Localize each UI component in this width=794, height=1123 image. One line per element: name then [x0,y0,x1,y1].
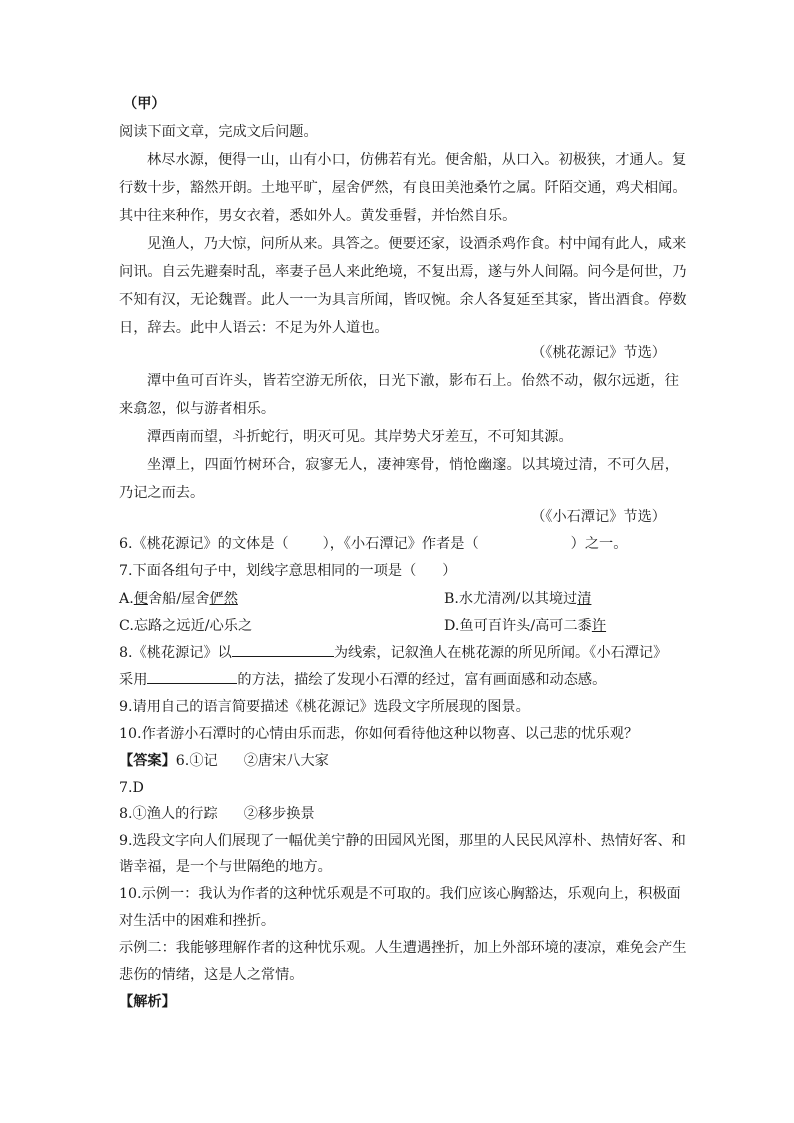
passage1-line: 见渔人，乃大惊，问所从来。具答之。便要还家，设酒杀鸡作食。村中闻有此人，咸来 [147,236,687,252]
answer-7: 7.D [119,780,144,796]
q7-stem: 7.下面各组句子中，划线字意思相同的一项是（ [119,563,417,579]
question-9: 9.请用自己的语言简要描述《桃花源记》选段文字所展现的图景。 [119,699,530,715]
q8-blank-1[interactable] [232,642,334,657]
section-label: （甲） [123,96,166,112]
passage2-line: 潭中鱼可百许头，皆若空游无所依，日光下澈，影布石上。佁然不动，俶尔远逝，往 [147,373,679,389]
question-8-line2 [119,669,606,690]
instruction-text: 阅读下面文章，完成文后问题。 [119,124,318,140]
answer-8-part1: ①渔人的行踪 [132,806,218,822]
q8-part-b: 为线索，记叙渔人在桃花源的所见所闻。《小石潭记》 [333,645,668,661]
question-6 [119,534,627,554]
passage1-line: 其中往来种作，男女衣着，悉如外人。黄发垂髫，并怡然自乐。 [119,208,517,224]
passage2-line: 来翕忽，似与游者相乐。 [119,401,276,417]
q8-part-c: 采用 [119,672,148,688]
answer-6-part1: ①记 [189,753,218,769]
question-7 [119,561,457,581]
passage1-line: 不知有汉，无论魏晋。此人一一为具言所闻，皆叹惋。余人各复延至其家，皆出酒食。停数 [119,292,687,308]
passage2-line: 乃记之而去。 [119,485,205,501]
answer-9-line: 谐幸福，是一个与世隔绝的地方。 [119,859,332,875]
answer-8-part2: ②移步换景 [243,806,315,822]
q8-blank-2[interactable] [147,669,237,684]
option-d-underline: 许 [591,618,607,634]
answer-6-number: 6. [175,753,190,769]
q6-part-b: ），《小石潭记》作者是（ [322,536,479,552]
q7-option-b [444,589,591,609]
answer-9-line: 9.选段文字向人们展现了一幅优美宁静的田园风光图，那里的人民民风淳朴、热情好客、和 [119,833,686,849]
q7-option-c: C.忘路之远近/心乐之 [119,618,253,634]
passage2-source: （《小石潭记》节选） [531,509,666,525]
answer-10-line: 对生活中的困难和挫折。 [119,913,276,929]
passage1-source: （《桃花源记》节选） [531,345,666,361]
q7-option-a [119,589,238,609]
option-d-text: D.鱼可百许头/高可二黍 [444,618,592,634]
passage1-line: 行数十步，豁然开朗。土地平旷，屋舍俨然，有良田美池桑竹之属。阡陌交通，鸡犬相闻。 [119,180,687,196]
option-a-underline-1: 便 [133,591,148,607]
passage2-line: 坐潭上，四面竹树环合，寂寥无人，凄神寒骨，悄怆幽邃。以其境过清，不可久居， [147,457,679,473]
option-a-prefix: A. [119,591,134,607]
q6-part-a: 6.《桃花源记》的文体是（ [119,536,289,552]
q6-part-c: ）之一。 [570,536,628,552]
option-b-underline: 清 [577,591,592,607]
passage1-line: 林尽水源，便得一山，山有小口，仿佛若有光。便舍船，从口入。初极狭，才通人。复 [147,152,687,168]
answer-8-number: 8. [119,806,133,822]
passage1-line: 问讯。自云先避秦时乱，率妻子邑人来此绝境，不复出焉，遂与外人间隔。问今是何世，乃 [119,264,687,280]
answer-label: 【答案】 [119,753,176,769]
answer-10-line: 悲伤的情绪，这是人之常情。 [119,967,304,983]
q8-part-d: 的方法，描绘了发现小石潭的经过，富有画面感和动态感。 [237,672,607,688]
option-b-text: B.水尤清冽/以其境过 [444,591,578,607]
answer-6-part2: ②唐宋八大家 [243,753,329,769]
q7-option-d [444,616,606,636]
q8-part-a: 8.《桃花源记》以 [119,645,232,661]
option-a-underline-2: 俨然 [209,591,238,607]
answer-6 [119,751,329,771]
answer-10-line: 示例二：我能够理解作者的这种忧乐观。人生遭遇挫折，加上外部环境的凄凉，难免会产生 [119,940,687,956]
option-a-text: 舍船/屋舍 [147,591,210,607]
passage1-line: 日，辞去。此中人语云：不足为外人道也。 [119,320,389,336]
answer-10-line: 10.示例一：我认为作者的这种忧乐观是不可取的。我们应该心胸豁达，乐观向上，积极面 [119,886,681,902]
passage2-line: 潭西南而望，斗折蛇行，明灭可见。其岸势犬牙差互，不可知其源。 [147,429,573,445]
q7-close: ） [442,563,457,579]
answer-8 [119,804,315,824]
analysis-label: 【解析】 [119,994,176,1010]
question-8-line1 [119,642,667,663]
question-10: 10.作者游小石潭时的心情由乐而悲，你如何看待他这种以物喜、以己悲的忧乐观？ [119,726,639,742]
